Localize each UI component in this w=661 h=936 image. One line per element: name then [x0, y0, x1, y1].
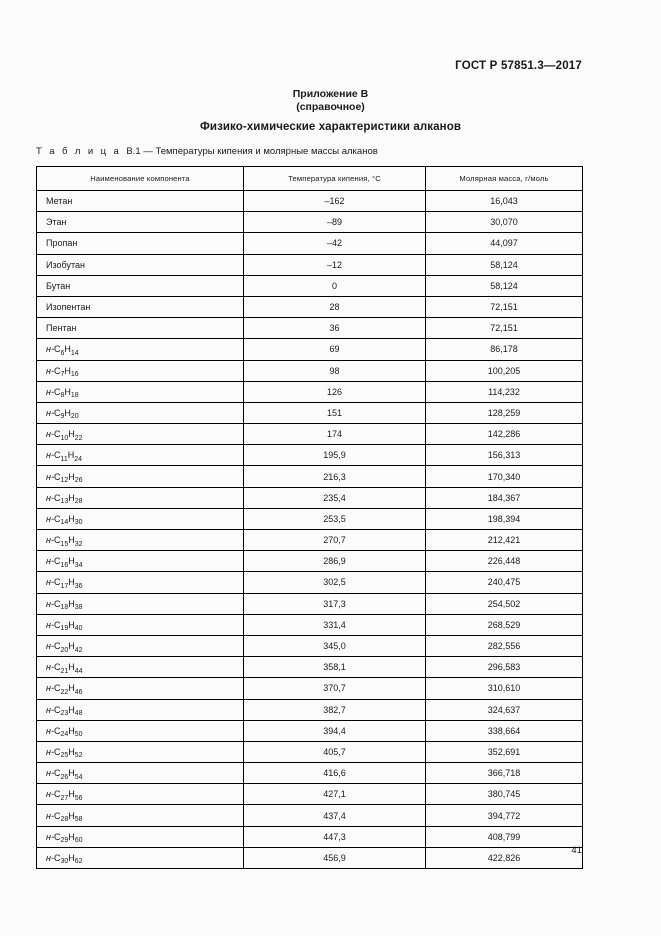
cell-component-name: Пентан [37, 318, 244, 339]
cell-boiling-point: –12 [244, 254, 426, 275]
cell-molar-mass: 58,124 [426, 275, 583, 296]
table-row [37, 699, 583, 720]
cell-molar-mass: 254,502 [426, 593, 583, 614]
cell-molar-mass: 226,448 [426, 551, 583, 572]
table-header-row [37, 167, 583, 191]
table-row [37, 805, 583, 826]
table-row [37, 657, 583, 678]
cell-boiling-point: 358,1 [244, 657, 426, 678]
cell-molar-mass: 422,826 [426, 847, 583, 868]
cell-boiling-point: 28 [244, 296, 426, 317]
column-header-molar-mass: Молярная масса, г/моль [426, 167, 583, 191]
table-row [37, 614, 583, 635]
cell-molar-mass: 296,583 [426, 657, 583, 678]
chemical-formula: $н-C_{27}H_{56}$ [46, 789, 83, 802]
cell-boiling-point: 370,7 [244, 678, 426, 699]
cell-molar-mass: 184,367 [426, 487, 583, 508]
cell-boiling-point: 437,4 [244, 805, 426, 826]
cell-boiling-point: 216,3 [244, 466, 426, 487]
cell-component-name [37, 402, 244, 423]
cell-boiling-point: 456,9 [244, 847, 426, 868]
cell-component-name [37, 826, 244, 847]
cell-component-name [37, 424, 244, 445]
table-row [37, 635, 583, 656]
chemical-formula: $н-C_{11}H_{24}$ [46, 450, 83, 463]
table-row [37, 424, 583, 445]
cell-component-name [37, 466, 244, 487]
cell-molar-mass: 366,718 [426, 763, 583, 784]
cell-boiling-point: 98 [244, 360, 426, 381]
table-body [37, 191, 583, 869]
page-number: 41 [571, 845, 582, 856]
table-row [37, 233, 583, 254]
table-row [37, 720, 583, 741]
chemical-formula: $н-C_{18}H_{38}$ [46, 598, 83, 612]
cell-molar-mass: 30,070 [426, 212, 583, 233]
cell-boiling-point: 345,0 [244, 635, 426, 656]
cell-component-name [37, 805, 244, 826]
table-row [37, 466, 583, 487]
cell-component-name [37, 847, 244, 868]
table-row [37, 741, 583, 762]
chemical-formula: $н-C_{16}H_{34}$ [46, 556, 83, 569]
cell-boiling-point: 151 [244, 402, 426, 423]
chemical-formula: $н-C_7H_{16}$ [46, 365, 79, 379]
chemical-formula: $н-C_6H_{14}$ [46, 344, 79, 357]
cell-boiling-point: 427,1 [244, 784, 426, 805]
table-row [37, 487, 583, 508]
cell-component-name: Изобутан [37, 254, 244, 275]
table-row [37, 296, 583, 317]
cell-boiling-point: 235,4 [244, 487, 426, 508]
cell-molar-mass: 324,637 [426, 699, 583, 720]
cell-molar-mass: 170,340 [426, 466, 583, 487]
chemical-formula: $н-C_{15}H_{32}$ [46, 535, 83, 548]
chemical-formula: $н-C_{26}H_{54}$ [46, 768, 83, 781]
cell-boiling-point: –89 [244, 212, 426, 233]
cell-component-name [37, 551, 244, 572]
cell-boiling-point: 270,7 [244, 530, 426, 551]
cell-boiling-point: 394,4 [244, 720, 426, 741]
cell-component-name [37, 381, 244, 402]
cell-component-name [37, 699, 244, 720]
cell-molar-mass: 156,313 [426, 445, 583, 466]
table-row [37, 318, 583, 339]
cell-molar-mass: 16,043 [426, 191, 583, 212]
table-row [37, 212, 583, 233]
cell-molar-mass: 58,124 [426, 254, 583, 275]
cell-component-name [37, 741, 244, 762]
cell-molar-mass: 86,178 [426, 339, 583, 360]
chemical-formula: $н-C_{10}H_{22}$ [46, 429, 83, 442]
cell-molar-mass: 380,745 [426, 784, 583, 805]
cell-component-name [37, 487, 244, 508]
chemical-formula: $н-C_{24}H_{50}$ [46, 725, 83, 739]
cell-molar-mass: 44,097 [426, 233, 583, 254]
table-caption [36, 146, 378, 157]
cell-boiling-point: 317,3 [244, 593, 426, 614]
cell-component-name: Бутан [37, 275, 244, 296]
section-title: Физико-химические характеристики алканов [199, 121, 461, 133]
cell-component-name [37, 678, 244, 699]
table-row [37, 381, 583, 402]
table-row [37, 402, 583, 423]
table-row [37, 254, 583, 275]
cell-component-name: Метан [37, 191, 244, 212]
chemical-formula: $н-C_{25}H_{52}$ [46, 746, 83, 760]
cell-boiling-point: –42 [244, 233, 426, 254]
cell-molar-mass: 240,475 [426, 572, 583, 593]
cell-component-name [37, 530, 244, 551]
chemical-formula: $н-C_{19}H_{40}$ [46, 619, 83, 633]
table-row [37, 360, 583, 381]
chemical-formula: $н-C_{28}H_{58}$ [46, 810, 83, 824]
cell-component-name [37, 339, 244, 360]
cell-boiling-point: 69 [244, 339, 426, 360]
chemical-formula: $н-C_8H_{18}$ [46, 386, 79, 400]
column-header-component: Наименование компонента [37, 167, 244, 191]
cell-molar-mass: 198,394 [426, 508, 583, 529]
table-caption-text: Температуры кипения и молярные массы алканов [155, 146, 378, 157]
cell-component-name [37, 445, 244, 466]
cell-molar-mass: 268,529 [426, 614, 583, 635]
chemical-formula: $н-C_{20}H_{42}$ [46, 641, 83, 654]
chemical-formula: $н-C_{30}H_{62}$ [46, 852, 83, 866]
cell-molar-mass: 338,664 [426, 720, 583, 741]
cell-molar-mass: 352,691 [426, 741, 583, 762]
cell-component-name: Этан [37, 212, 244, 233]
cell-boiling-point: 416,6 [244, 763, 426, 784]
appendix-label: Приложение В [292, 88, 369, 100]
cell-component-name [37, 572, 244, 593]
cell-boiling-point: 195,9 [244, 445, 426, 466]
cell-boiling-point: 126 [244, 381, 426, 402]
cell-molar-mass: 310,610 [426, 678, 583, 699]
chemical-formula: $н-C_{17}H_{36}$ [46, 577, 83, 590]
appendix-heading [0, 88, 661, 114]
table-row [37, 551, 583, 572]
cell-component-name [37, 763, 244, 784]
table-row [37, 191, 583, 212]
cell-molar-mass: 100,205 [426, 360, 583, 381]
cell-molar-mass: 212,421 [426, 530, 583, 551]
cell-component-name [37, 593, 244, 614]
cell-boiling-point: 286,9 [244, 551, 426, 572]
cell-component-name [37, 508, 244, 529]
cell-boiling-point: 174 [244, 424, 426, 445]
cell-boiling-point: 405,7 [244, 741, 426, 762]
column-header-boiling-point: Температура кипения, °С [244, 167, 426, 191]
standard-number-header: ГОСТ Р 57851.3—2017 [455, 60, 582, 72]
cell-component-name [37, 720, 244, 741]
table-row [37, 572, 583, 593]
cell-boiling-point: 302,5 [244, 572, 426, 593]
cell-molar-mass: 142,286 [426, 424, 583, 445]
cell-molar-mass: 282,556 [426, 635, 583, 656]
cell-boiling-point: –162 [244, 191, 426, 212]
table-row [37, 784, 583, 805]
cell-boiling-point: 447,3 [244, 826, 426, 847]
cell-molar-mass: 72,151 [426, 296, 583, 317]
cell-molar-mass: 72,151 [426, 318, 583, 339]
table-row [37, 763, 583, 784]
table-row [37, 339, 583, 360]
cell-component-name [37, 657, 244, 678]
table-row [37, 678, 583, 699]
cell-component-name [37, 784, 244, 805]
chemical-formula: $н-C_{14}H_{30}$ [46, 513, 83, 527]
chemical-formula: $н-C_{21}H_{44}$ [46, 662, 83, 675]
table-row [37, 826, 583, 847]
chemical-formula: $н-C_{23}H_{48}$ [46, 704, 83, 718]
cell-molar-mass: 408,799 [426, 826, 583, 847]
chemical-formula: $н-C_{29}H_{60}$ [46, 831, 83, 845]
table-caption-dash: — [143, 146, 153, 157]
cell-component-name [37, 635, 244, 656]
cell-molar-mass: 114,232 [426, 381, 583, 402]
table-row [37, 593, 583, 614]
table-caption-label: Т а б л и ц а [36, 146, 122, 157]
table-row [37, 847, 583, 868]
table-row [37, 445, 583, 466]
cell-boiling-point: 382,7 [244, 699, 426, 720]
table-row [37, 508, 583, 529]
cell-component-name: Изопентан [37, 296, 244, 317]
cell-component-name [37, 360, 244, 381]
cell-boiling-point: 331,4 [244, 614, 426, 635]
cell-boiling-point: 0 [244, 275, 426, 296]
cell-component-name: Пропан [37, 233, 244, 254]
chemical-formula: $н-C_{13}H_{28}$ [46, 492, 83, 506]
cell-molar-mass: 394,772 [426, 805, 583, 826]
cell-molar-mass: 128,259 [426, 402, 583, 423]
table-row [37, 530, 583, 551]
cell-boiling-point: 36 [244, 318, 426, 339]
table-row [37, 275, 583, 296]
chemical-formula: $н-C_{12}H_{26}$ [46, 471, 83, 485]
cell-boiling-point: 253,5 [244, 508, 426, 529]
chemical-formula: $н-C_9H_{20}$ [46, 407, 79, 421]
cell-component-name [37, 614, 244, 635]
appendix-type: (справочное) [296, 101, 365, 113]
alkanes-table [36, 166, 583, 869]
table-caption-number: В.1 [126, 146, 141, 157]
chemical-formula: $н-C_{22}H_{46}$ [46, 683, 83, 696]
